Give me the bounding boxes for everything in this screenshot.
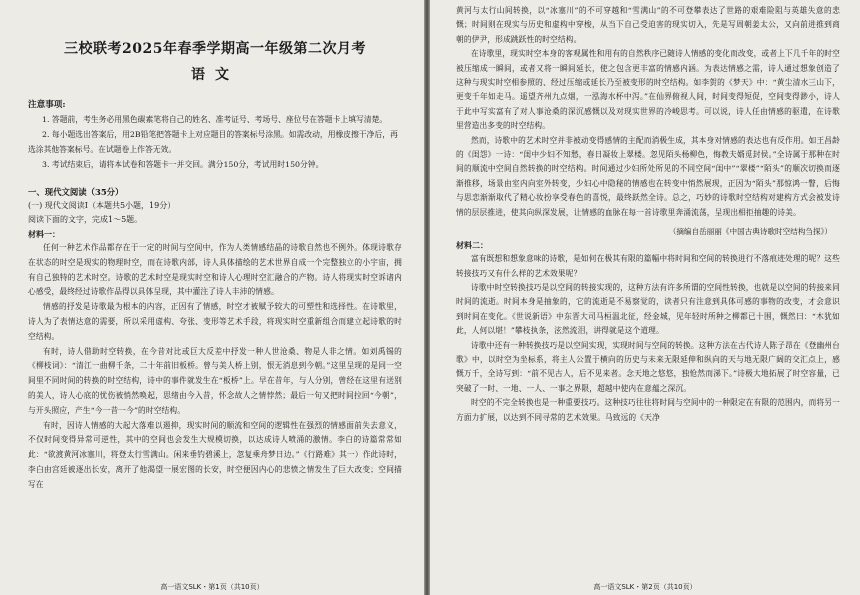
- paragraph: 时空的不完全转换也是一种重要技巧。这种技巧往往将时间与空间中的一种限定在有限的范围内，而将另一方面力扩展，以达到不同寻常的艺术效果。马致远的《天净: [456, 398, 840, 422]
- material-label: 材料一：: [28, 229, 60, 239]
- subject-title: 语文: [191, 67, 239, 83]
- source-citation: （摘编自岳丽丽《中国古典诗歌时空结构刍探》）: [668, 227, 832, 237]
- exam-title: 三校联考2025年春季学期高一年级第二次月考: [64, 41, 366, 57]
- right-page: [430, 0, 860, 595]
- paragraph: 黄河与太行山间转换，以“冰塞川”的不可穿越和“雪满山”的不可登攀表达了世路的艰难险阻与英雄失意的悲慨；时间则在现实与历史和虚构中穿梭，从当下自己受迫害的现实切入，先是写周朝姜太公，又向前进推到商朝的伊尹，形成跳跃性的时空结构。: [456, 6, 840, 44]
- notice-heading: 注意事项:: [28, 100, 66, 110]
- page-footer: 高一语文SLK・第2页（共10页）: [593, 583, 697, 591]
- paragraph: 情感的抒发是诗歌最为根本的内容，正因有了情感，时空才被赋予较大的可塑性和选择性。在诗歌里，诗人为了表情达意的需要，所以采用虚构、夸张、变形等艺术手段，将现实时空重新组合而建立起诗歌的时空结构。: [28, 302, 402, 341]
- paragraph: 任何一种艺术作品都存在于一定的时间与空间中，作为人类情感结晶的诗歌自然也不例外。体现诗歌存在状态的时空是现实的物理时空，而在诗歌内部，诗人具体描绘的艺术世界自成一个完整独立的小宇宙，拥有自己独特的艺术时空。诗歌的艺术时空是现实时空和诗人心理时空汇融合的产物。诗人将现实时空诉诸内心感受，最终经过诗歌作品得以具体呈现，其中灌注了诗人丰沛的情感。: [28, 243, 402, 297]
- paragraph: 诗歌中还有一种转换技巧是以空间实现，实现时间与空间的转换。这种方法在古代诗人陈子昂在《登幽州台歌》中，以时空为坐标系，将主人公置于横向的历史与未来无限延伸和纵向的天与地无限广阔的交汇点上，感慨万千，全诗写到：“前不见古人，后不见来者。念天地之悠悠，独怆然而涕下。”诗极大地拓展了时空容量，已突破了一时、一地、一人、一事之界限，超越中使内在意蕴之深沉。: [456, 340, 840, 393]
- notice-item: 3. 考试结束后，请将本试卷和答题卡一并交回。满分150分，考试用时150分钟。: [42, 160, 324, 169]
- notice-item: 1. 答题前，考生务必用黑色碳素笔将自己的姓名、准考证号、考场号、座位号在答题卡上填写清楚。: [42, 115, 388, 124]
- paragraph: 诗歌中时空转换技巧是以空间的转接实现的，这种方法有许多所谓的空间性转换，也就是以空间的转接来同时间的流逝。时间本身是抽象的，它的流逝是不易察觉的，读者只有注意到具体可感的事物的改变，才会意识到时间在变化。《世说新语》中东晋大司马桓温北征，经金城，见年轻时所种之柳都已十围，慨然曰：“木犹如此，人何以堪！”攀枝执条，泫然流泪，讲得就是这个道理。: [456, 282, 840, 336]
- paragraph: 有时，因诗人情感的大起大落难以遏抑，现实时间的顺流和空间的逻辑性在强烈的情感面前失去意义，不仅时间变得异常可逆性，其中的空间也会发生大规模切换，以达成诗人喷涌的激情。李白的诗篇常常如此：“欲渡黄河冰塞川，将登太行雪满山。闲来垂钓碧溪上，忽复乘舟梦日边。”《行路难》其一）作此诗时，李白由宫廷被逐出长安，离开了他渴望一展宏图的长安，时空便因内心的悲愤之情发生了巨大改变；空间描写在: [28, 420, 402, 489]
- section-title: 一、现代文阅读（35分）: [28, 187, 124, 197]
- page-footer: 高一语文SLK・第1页（共10页）: [160, 583, 264, 591]
- notice-item: 2. 每小题选出答案后，用2B铅笔把答题卡上对应题目的答案标号涂黑。如需改动，用橡皮擦干净后，再选涂其他答案标号。在试题卷上作答无效。: [28, 130, 398, 154]
- paragraph: 富有既想和想象意味的诗歌，是如何在极其有限的篇幅中将时间和空间的转换进行不落痕迹处理的呢？这些转接技巧又有什么样的艺术效果呢？: [456, 254, 840, 278]
- paragraph: 有时，诗人借助时空转换，在今昔对比或巨大反差中抒发一种人世沧桑、物是人非之情。如刘禹锡的《柳枝词》：“清江一曲柳千条，二十年前旧板桥。曾与美人桥上别，恨无消息到今朝。”这里呈现的是同一空间里不同时间的转换的时空结构，诗中的事件就发生在“板桥”上。早在昔年，与人分别，曾经在这里有送别的美人，诗人心底的忧伤被悄然唤起，思绪由今入昔，怀念故人之情悖然；最后一句又把时间拉回“今朝”，与开头照应，产生“今一昔一今”的时空结构。: [28, 346, 402, 415]
- reading-instruction: 阅读下面的文字，完成1～5题。: [28, 215, 143, 224]
- subsection-title: (一) 现代文阅读Ⅰ（本题共5小题，19分）: [28, 201, 176, 210]
- material-label: 材料二：: [456, 240, 488, 251]
- left-page: [0, 0, 424, 595]
- paragraph: 在诗歌里，现实时空本身的客观属性和用有的自然秩序已随诗人情感的变化而改变，或者上下几千年的时空被压缩成一瞬间，或者又将一瞬间延长，使之包含更丰富的情感内涵。为表达情感之需，诗人通过想象创造了这种与现实时空相参照的、经过压缩或延长乃至被变形的时空结构。如李贺的《梦天》中：“黄尘清水三山下，更变千年如走马。遥望齐州九点烟，一泓海水杯中泻。”在仙界俯视人间，时间变得短促，空间变得渺小，诗人于此中写实富有了对人事沧桑的深沉感慨以及对现实世界的冷峻思考。可以说，诗人任由情感的驱遣，在诗歌里营造出多变的时空结构。: [456, 49, 840, 131]
- paragraph: 然而，诗歌中的艺术时空并非被动变得感情的主配而消极生成，其本身对情感的表达也有反作用。如王昌龄的《闺怨》一诗：“闺中少妇不知愁，春日凝妆上翠楼。忽见陌头杨柳色，悔教夫婿觅封侯。”全诗属于那种在时间的顺流中空间自然转换的时空结构。时间通过少妇所处所见的不同空间“闺中”“翠楼”“陌头”的顺次切换而逐渐推移，场景由室内向室外转变，少妇心中隐秘的情感也在转变中悄然展现，正因为“陌头”那惊鸿一瞥，后悔与思恋渐渐取代了精心妆扮享受春色的喜悦，最终跃然全诗。总之，巧妙的诗歌时空结构对建构方式会被发诗情的层层推进，使其向纵深发展，让情感的血脉在每一首诗歌里奔涌流荡，呈现出相拒抽趣的诗美。: [456, 135, 840, 217]
